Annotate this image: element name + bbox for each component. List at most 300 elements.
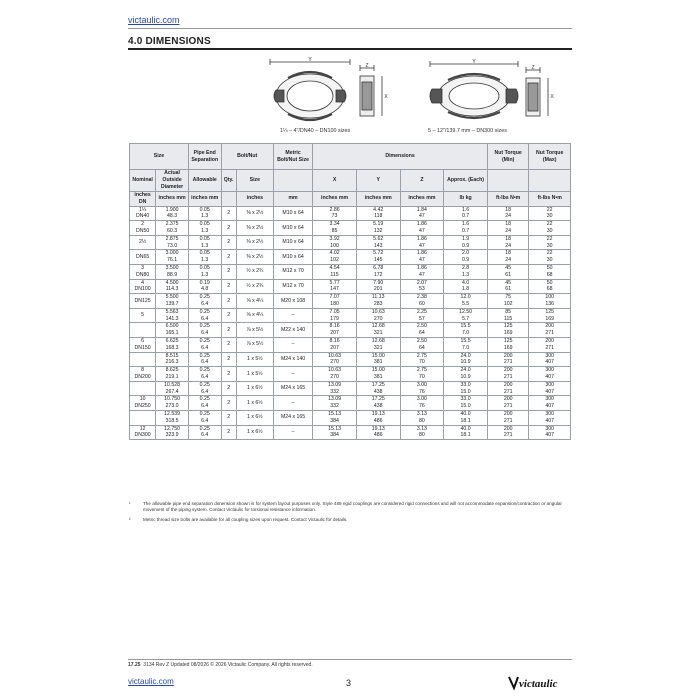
- head-metric-bolt: Metric Bolt/Nut Size: [273, 144, 312, 170]
- cell-value-secondary: 102: [503, 300, 513, 307]
- table-cell-qty: [221, 206, 236, 221]
- table-cell-x_in: [313, 308, 357, 323]
- cell-value: 300: [545, 352, 555, 359]
- cell-value-secondary: 88.9: [167, 271, 178, 278]
- table-cell-w_lb: [444, 323, 488, 338]
- cell-value: 5.72: [373, 250, 384, 257]
- cell-value-secondary: 0.7: [461, 213, 470, 220]
- footnote-mark: ¹: [129, 501, 131, 506]
- cell-value-secondary: 381: [373, 373, 383, 380]
- cell-value: 3: [141, 264, 145, 271]
- cell-value: 2.875: [165, 235, 179, 242]
- cell-value: ⅜ x 2½: [246, 239, 264, 246]
- cell-value-secondary: 201: [373, 286, 383, 293]
- cell-value: 2.375: [165, 221, 179, 228]
- unit-x: inches mm: [313, 192, 357, 207]
- cell-value-secondary: 61: [505, 286, 512, 293]
- table-cell-z_in: [400, 235, 444, 250]
- logo-text: victaulic: [519, 678, 558, 690]
- table-cell-nom: [130, 381, 156, 396]
- cell-value-secondary: 486: [373, 417, 383, 424]
- cell-value-secondary: 118: [374, 213, 383, 220]
- table-cell-metric: [273, 279, 312, 294]
- cell-value-secondary: 73: [331, 213, 338, 220]
- table-cell-bolt: [236, 308, 273, 323]
- table-cell-tmax_a: [529, 235, 571, 250]
- table-cell-metric: [273, 294, 312, 309]
- cell-value-secondary: 24: [505, 213, 512, 220]
- cell-value-secondary: 267.4: [165, 388, 179, 395]
- cell-value: 3.000: [165, 250, 179, 257]
- cell-value: 11.13: [371, 294, 385, 301]
- cell-value-secondary: 143: [373, 242, 383, 249]
- cell-value: 1.900: [165, 206, 179, 213]
- cell-value: 1.6: [461, 206, 470, 213]
- cell-value: 7.90: [373, 279, 384, 286]
- table-cell-bolt: [236, 337, 273, 352]
- cell-value-secondary: 47: [419, 242, 425, 249]
- cell-value: 75: [505, 294, 512, 301]
- unit-weight: lb kg: [444, 192, 488, 207]
- cell-value-secondary: 438: [373, 403, 383, 410]
- cell-value-secondary: 180: [330, 300, 339, 307]
- cell-value: 4.02: [329, 250, 340, 257]
- cell-value-secondary: 64: [419, 330, 425, 337]
- cell-value-secondary: 6.4: [201, 344, 209, 351]
- table-cell-tmax_a: [529, 367, 571, 382]
- cell-value-secondary: DN40: [135, 213, 150, 220]
- table-cell-tmin_a: [487, 221, 528, 236]
- table-cell-tmax_a: [529, 250, 571, 265]
- cell-value-secondary: 18.1: [460, 417, 471, 424]
- label-x: X: [384, 94, 388, 100]
- footnote-2: [129, 517, 571, 523]
- cell-value-secondary: 1.3: [201, 227, 209, 234]
- table-cell-x_in: [313, 396, 357, 411]
- cell-value-secondary: DN100: [134, 286, 151, 293]
- cell-value: ⅜ x 2½: [246, 209, 264, 216]
- coupling-drawing-large: [426, 56, 556, 133]
- table-cell-od_in: [156, 396, 189, 411]
- cell-value: 3.13: [416, 410, 427, 417]
- table-cell-nom: [130, 221, 156, 236]
- footnote-mark: ²: [129, 517, 131, 522]
- table-cell-z_in: [400, 396, 444, 411]
- cell-value: 0.25: [199, 367, 210, 374]
- cell-value-secondary: 80: [419, 417, 425, 424]
- cell-value: 0.25: [199, 381, 210, 388]
- table-cell-bolt: [236, 250, 273, 265]
- cell-value: 24.0: [460, 367, 471, 374]
- victaulic-logo-icon: [507, 674, 573, 690]
- cell-value-secondary: 73.0: [167, 242, 178, 249]
- table-cell-tmin_a: [487, 352, 528, 367]
- cell-value: 8.515: [165, 352, 179, 359]
- cell-value-secondary: 76: [419, 403, 425, 410]
- cell-value: 33.0: [460, 396, 471, 403]
- cell-value: 0.25: [199, 337, 210, 344]
- cell-value-secondary: 5.7: [461, 315, 470, 322]
- cell-value-secondary: 271: [503, 432, 513, 439]
- cell-value: 5: [141, 312, 145, 319]
- cell-value: M10 x 64: [282, 253, 304, 260]
- table-cell-y_in: [356, 279, 400, 294]
- table-cell-w_lb: [444, 221, 488, 236]
- cell-value-secondary: 47: [419, 213, 425, 220]
- coupling-large-icon: [426, 56, 556, 128]
- table-cell-od_in: [156, 206, 189, 221]
- label-y: Y: [472, 59, 476, 65]
- cell-value-secondary: 486: [373, 432, 383, 439]
- table-cell-tmin_a: [487, 323, 528, 338]
- table-row: [130, 264, 571, 279]
- table-cell-y_in: [356, 250, 400, 265]
- table-cell-od_in: [156, 337, 189, 352]
- cell-value: ⅜ x 2½: [246, 253, 264, 260]
- cell-value-secondary: 60: [419, 300, 425, 307]
- table-cell-qty: [221, 221, 236, 236]
- cell-value: 2.0: [461, 250, 470, 257]
- cell-value-secondary: DN125: [134, 297, 151, 304]
- header-website-link[interactable]: victaulic.com: [128, 15, 180, 25]
- table-cell-nom: [130, 206, 156, 221]
- cell-value: 10.63: [328, 367, 342, 374]
- table-cell-tmax_a: [529, 264, 571, 279]
- cell-value-secondary: 85: [331, 227, 338, 234]
- cell-value-secondary: DN300: [134, 432, 151, 439]
- cell-value-secondary: 179: [330, 315, 339, 322]
- cell-value: 5.77: [329, 279, 340, 286]
- table-row: [130, 381, 571, 396]
- cell-value-secondary: 321: [373, 330, 383, 337]
- cell-value: 1.9: [461, 235, 470, 242]
- table-cell-qty: [221, 279, 236, 294]
- cell-value-secondary: 1.3: [201, 213, 209, 220]
- table-cell-tmax_a: [529, 323, 571, 338]
- cell-value-secondary: 24: [505, 257, 512, 264]
- table-cell-w_lb: [444, 250, 488, 265]
- cell-value-secondary: 6.4: [201, 330, 209, 337]
- table-cell-y_in: [356, 235, 400, 250]
- cell-value-secondary: 115: [504, 315, 513, 322]
- table-row: [130, 396, 571, 411]
- cell-value-secondary: 407: [545, 403, 555, 410]
- table-cell-metric: [273, 235, 312, 250]
- cell-value: –: [291, 312, 295, 319]
- cell-value: 4.0: [461, 279, 470, 286]
- unit-z: inches mm: [400, 192, 444, 207]
- cell-value: 17.25: [371, 381, 385, 388]
- unit-allowable: inches mm: [188, 192, 221, 207]
- cell-value: 10.63: [328, 352, 342, 359]
- table-row: [130, 294, 571, 309]
- table-row: [130, 206, 571, 221]
- table-cell-od_in: [156, 410, 189, 425]
- footnote-text: The allowable pipe end separation dimension shown is for system layout purposes only. Style 489 rigid couplings are considered rigid connections and will not accommodate expansion/contraction or angular movement of the piping system. Contact Victaulic for torsional resistance information.: [143, 501, 562, 512]
- table-row: [130, 308, 571, 323]
- table-cell-tmax_a: [529, 396, 571, 411]
- table-cell-tmax_a: [529, 206, 571, 221]
- table-cell-tmax_a: [529, 294, 571, 309]
- cell-value: 1 x 5½: [247, 370, 263, 377]
- cell-value-secondary: 48.3: [167, 213, 178, 220]
- table-cell-tmin_a: [487, 206, 528, 221]
- cell-value-secondary: 6.4: [201, 300, 209, 307]
- cell-value: 6: [141, 337, 145, 344]
- cell-value: –: [291, 341, 295, 348]
- table-cell-sep_in: [188, 206, 221, 221]
- cell-value: 1 x 6½: [247, 428, 263, 435]
- cell-value: 45: [505, 264, 512, 271]
- cell-value: 8.16: [329, 337, 340, 344]
- table-row: [130, 250, 571, 265]
- cell-value-secondary: 318.5: [165, 417, 179, 424]
- table-cell-bolt: [236, 235, 273, 250]
- cell-value: 5.500: [165, 294, 179, 301]
- footnotes: [129, 501, 571, 527]
- cell-value-secondary: 271: [503, 373, 513, 380]
- cell-value: 2: [227, 370, 231, 377]
- cell-value-secondary: 76: [419, 388, 425, 395]
- table-cell-z_in: [400, 425, 444, 440]
- table-cell-tmin_a: [487, 396, 528, 411]
- dimensions-table: [129, 143, 571, 440]
- cell-value-secondary: 6.4: [201, 388, 209, 395]
- table-cell-od_in: [156, 264, 189, 279]
- table-row: [130, 323, 571, 338]
- cell-value: 17.25: [371, 396, 385, 403]
- cell-value: 12.68: [371, 337, 385, 344]
- cell-value: 6.500: [165, 323, 179, 330]
- table-cell-od_in: [156, 221, 189, 236]
- table-cell-tmin_a: [487, 294, 528, 309]
- cell-value: –: [291, 370, 295, 377]
- cell-value: M24 x 165: [280, 385, 306, 392]
- table-cell-sep_in: [188, 308, 221, 323]
- cell-value: 2: [227, 355, 231, 362]
- table-cell-nom: [130, 337, 156, 352]
- table-cell-z_in: [400, 264, 444, 279]
- cell-value: 300: [545, 410, 555, 417]
- table-cell-od_in: [156, 367, 189, 382]
- table-cell-bolt: [236, 425, 273, 440]
- unit-bolt-size: inches: [236, 192, 273, 207]
- cell-value: ⅝ x 4¼: [246, 297, 264, 304]
- cell-value: 50: [546, 279, 553, 286]
- table-cell-nom: [130, 279, 156, 294]
- cell-value-secondary: 64: [419, 344, 425, 351]
- table-cell-nom: [130, 294, 156, 309]
- table-cell-od_in: [156, 381, 189, 396]
- cell-value-secondary: 207: [330, 330, 339, 337]
- table-cell-w_lb: [444, 337, 488, 352]
- head-torque-max: Nut Torque (Max): [529, 144, 571, 170]
- cell-value-secondary: 321: [373, 344, 383, 351]
- cell-value: 18: [505, 206, 512, 213]
- cell-value-secondary: 438: [373, 388, 383, 395]
- unit-actual: inches mm: [156, 192, 189, 207]
- table-row: [130, 235, 571, 250]
- table-cell-x_in: [313, 352, 357, 367]
- table-cell-y_in: [356, 352, 400, 367]
- table-cell-bolt: [236, 396, 273, 411]
- cell-value: 3.500: [165, 264, 179, 271]
- figure-caption-small: 1¼ – 4"/DN40 – DN100 sizes: [280, 128, 351, 134]
- table-cell-tmin_a: [487, 250, 528, 265]
- cell-value: 19.13: [371, 410, 385, 417]
- cell-value: 22: [546, 221, 553, 228]
- table-cell-qty: [221, 410, 236, 425]
- table-cell-sep_in: [188, 294, 221, 309]
- table-row: [130, 337, 571, 352]
- cell-value: 1 x 5½: [247, 355, 263, 362]
- table-cell-tmin_a: [487, 367, 528, 382]
- footer-website-link[interactable]: victaulic.com: [128, 677, 174, 686]
- cell-value-secondary: 10.9: [460, 359, 471, 366]
- cell-value-secondary: 76.1: [167, 257, 178, 264]
- table-cell-w_lb: [444, 294, 488, 309]
- cell-value-secondary: 0.9: [461, 257, 470, 264]
- cell-value-secondary: 332: [330, 403, 339, 410]
- cell-value: 2.8: [461, 264, 470, 271]
- cell-value: 125: [503, 337, 513, 344]
- cell-value: M10 x 64: [282, 224, 304, 231]
- table-cell-tmin_a: [487, 381, 528, 396]
- table-cell-tmin_a: [487, 308, 528, 323]
- cell-value-secondary: 283: [373, 300, 383, 307]
- cell-value: 22: [546, 250, 553, 257]
- cell-value: 2: [227, 224, 231, 231]
- table-cell-metric: [273, 221, 312, 236]
- unit-tmin: ft-lbs N•m: [487, 192, 528, 207]
- cell-value: 5.563: [165, 308, 179, 315]
- table-cell-od_in: [156, 323, 189, 338]
- cell-value-secondary: 407: [545, 417, 555, 424]
- cell-value: 300: [545, 367, 555, 374]
- cell-value: 0.25: [199, 396, 210, 403]
- cell-value-secondary: 5.5: [461, 300, 470, 307]
- cell-value-secondary: 271: [545, 344, 555, 351]
- table-cell-w_lb: [444, 367, 488, 382]
- table-cell-bolt: [236, 367, 273, 382]
- cell-value: 15.00: [371, 367, 385, 374]
- cell-value: 12.750: [164, 425, 181, 432]
- table-cell-tmax_a: [529, 381, 571, 396]
- table-cell-nom: [130, 250, 156, 265]
- cell-value: 2: [227, 428, 231, 435]
- cell-value-secondary: 15.0: [460, 403, 471, 410]
- cell-value-secondary: 270: [330, 359, 339, 366]
- head-qty: Qty.: [221, 170, 236, 192]
- cell-value-secondary: DN150: [134, 344, 151, 351]
- cell-value-secondary: 169: [503, 330, 513, 337]
- cell-value-secondary: 136: [545, 300, 555, 307]
- table-cell-od_in: [156, 235, 189, 250]
- cell-value: 0.25: [199, 410, 210, 417]
- unit-qty: [221, 192, 236, 207]
- label-z: Z: [365, 63, 369, 69]
- unit-metric: mm: [273, 192, 312, 207]
- coupling-drawing-small: [262, 56, 392, 133]
- cell-value: 7.07: [329, 294, 340, 301]
- cell-value-secondary: 24: [505, 227, 512, 234]
- cell-value: 40.0: [460, 410, 471, 417]
- cell-value: 2.07: [416, 279, 427, 286]
- cell-value-secondary: 384: [330, 432, 339, 439]
- table-cell-z_in: [400, 337, 444, 352]
- table-cell-metric: [273, 425, 312, 440]
- cell-value-secondary: 114.3: [165, 286, 179, 293]
- cell-value-secondary: 102: [330, 257, 339, 264]
- cell-value-secondary: 1.8: [461, 286, 470, 293]
- victaulic-logo: [507, 674, 573, 695]
- table-cell-bolt: [236, 279, 273, 294]
- cell-value: 2: [227, 312, 231, 319]
- table-cell-nom: [130, 308, 156, 323]
- cell-value: ⅜ x 2½: [246, 224, 264, 231]
- cell-value-secondary: 6.4: [201, 403, 209, 410]
- cell-value-secondary: 57: [419, 315, 425, 322]
- table-cell-metric: [273, 367, 312, 382]
- cell-value-secondary: 407: [545, 373, 555, 380]
- table-cell-z_in: [400, 250, 444, 265]
- table-cell-w_lb: [444, 308, 488, 323]
- cell-value-secondary: 407: [545, 359, 555, 366]
- table-row: [130, 352, 571, 367]
- cell-value-secondary: 165.1: [165, 330, 179, 337]
- cell-value: 12.539: [164, 410, 181, 417]
- table-cell-bolt: [236, 381, 273, 396]
- table-cell-od_in: [156, 425, 189, 440]
- table-cell-tmax_a: [529, 425, 571, 440]
- head-metric-blank: [273, 170, 312, 192]
- cell-value-secondary: 273.0: [165, 403, 179, 410]
- cell-value: 7.05: [329, 308, 340, 315]
- cell-value-secondary: 60.3: [167, 227, 178, 234]
- table-cell-x_in: [313, 235, 357, 250]
- table-cell-y_in: [356, 264, 400, 279]
- cell-value: 0.25: [199, 294, 210, 301]
- table-cell-nom: [130, 323, 156, 338]
- head-tmax-blank: [529, 170, 571, 192]
- table-cell-tmax_a: [529, 410, 571, 425]
- table-cell-z_in: [400, 206, 444, 221]
- cell-value: ⅝ x 4¼: [246, 312, 264, 319]
- table-cell-y_in: [356, 425, 400, 440]
- cell-value: 12.68: [371, 323, 385, 330]
- cell-value: 3.34: [329, 221, 340, 228]
- cell-value: 3.13: [416, 425, 427, 432]
- cell-value: 22: [546, 235, 553, 242]
- table-cell-qty: [221, 323, 236, 338]
- cell-value-secondary: 271: [503, 417, 513, 424]
- table-row: [130, 279, 571, 294]
- cell-value: 33.0: [460, 381, 471, 388]
- head-y: Y: [356, 170, 400, 192]
- head-nominal: Nominal: [130, 170, 156, 192]
- cell-value: 1 x 6½: [247, 414, 263, 421]
- cell-value: 2: [227, 414, 231, 421]
- cell-value-secondary: 47: [419, 257, 425, 264]
- table-cell-sep_in: [188, 250, 221, 265]
- cell-value-secondary: 168.3: [165, 344, 179, 351]
- cell-value: 2: [227, 239, 231, 246]
- cell-value: 0.25: [199, 308, 210, 315]
- cell-value: 1.86: [416, 264, 427, 271]
- table-cell-sep_in: [188, 279, 221, 294]
- cell-value-secondary: 80: [419, 432, 425, 439]
- cell-value: 5.19: [373, 221, 384, 228]
